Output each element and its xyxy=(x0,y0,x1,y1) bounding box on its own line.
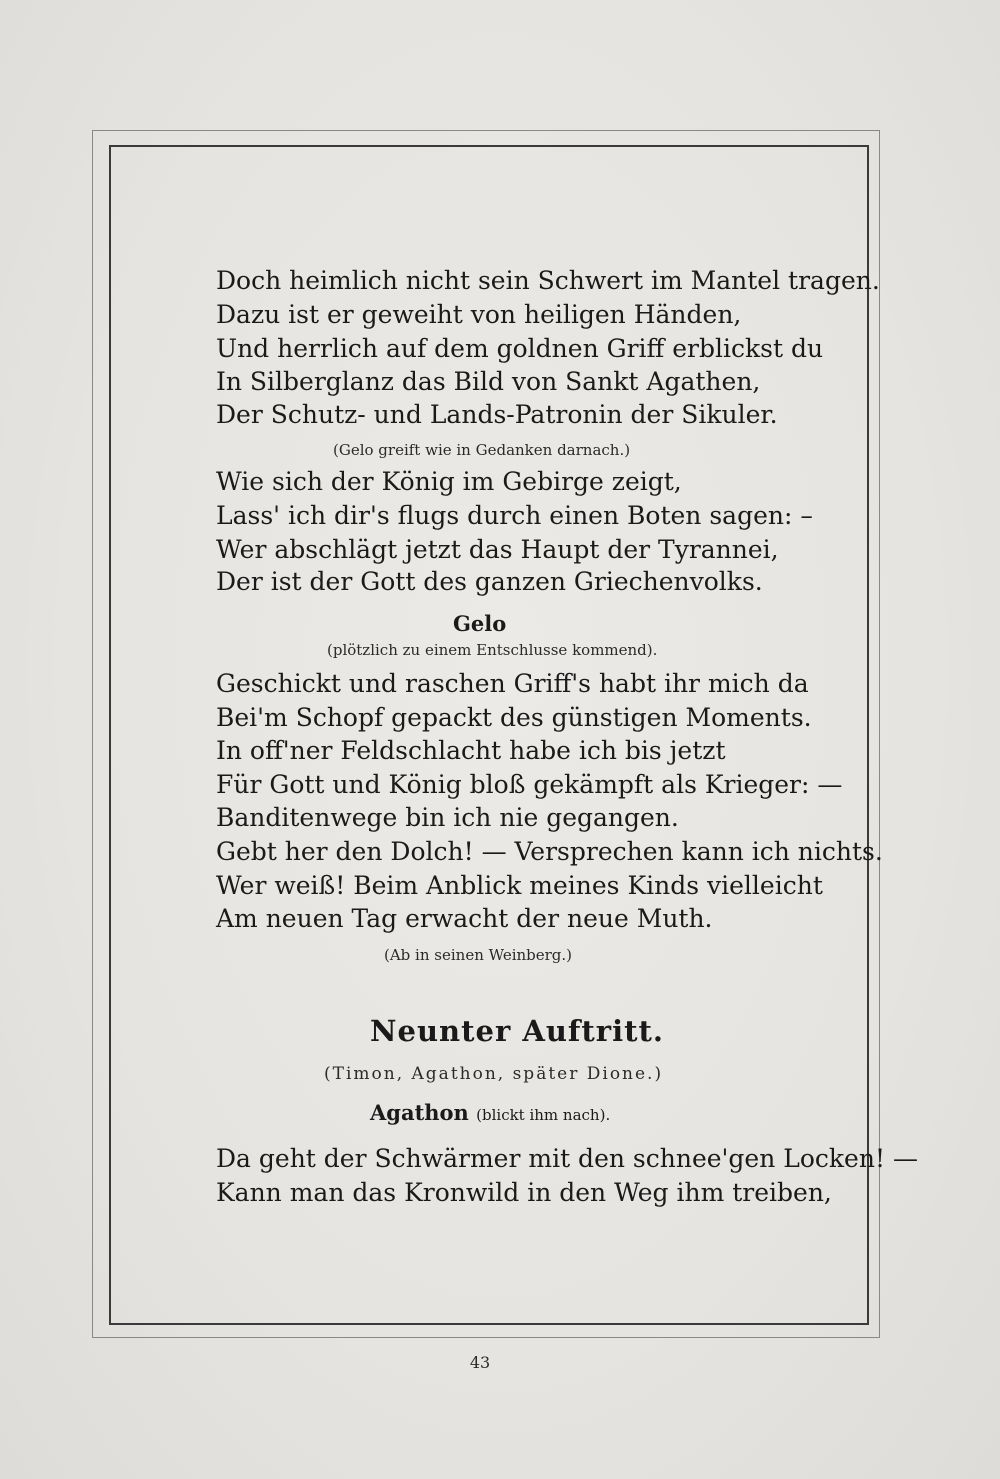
verse-line: Wie sich der König im Gebirge zeigt, xyxy=(216,467,682,496)
verse-line: Wer abschlägt jetzt das Haupt der Tyrannei, xyxy=(216,535,779,564)
verse-line: Der Schutz- und Lands-Patronin der Sikuler. xyxy=(216,400,778,429)
verse-line: Kann man das Kronwild in den Weg ihm treiben, xyxy=(216,1178,832,1207)
verse-line: Bei'm Schopf gepackt des günstigen Moments. xyxy=(216,703,812,732)
verse-line: In off'ner Feldschlacht habe ich bis jetzt xyxy=(216,736,726,765)
stage-direction: (plötzlich zu einem Entschlusse kommend). xyxy=(327,641,658,659)
speaker-name: Agathon xyxy=(370,1100,469,1125)
verse-line: Für Gott und König bloß gekämpft als Krieger: — xyxy=(216,770,843,799)
verse-line: Dazu ist er geweiht von heiligen Händen, xyxy=(216,300,742,329)
verse-line: Doch heimlich nicht sein Schwert im Mantel tragen. xyxy=(216,266,880,295)
verse-line: Lass' ich dir's flugs durch einen Boten sagen: – xyxy=(216,501,813,530)
verse-line: Und herrlich auf dem goldnen Griff erblickst du xyxy=(216,334,824,363)
stage-direction: (Ab in seinen Weinberg.) xyxy=(384,946,573,964)
speaker-line xyxy=(370,1100,610,1128)
stage-direction: (Gelo greift wie in Gedanken darnach.) xyxy=(333,441,631,459)
verse-line: Geschickt und raschen Griff's habt ihr mich da xyxy=(216,669,809,698)
verse-line: Wer weiß! Beim Anblick meines Kinds vielleicht xyxy=(216,871,823,900)
verse-line: Der ist der Gott des ganzen Griechenvolks. xyxy=(216,567,763,596)
page-number: 43 xyxy=(469,1353,491,1372)
verse-line: Banditenwege bin ich nie gegangen. xyxy=(216,803,679,832)
verse-line: Gebt her den Dolch! — Versprechen kann ich nichts. xyxy=(216,837,883,866)
verse-line: Am neuen Tag erwacht der neue Muth. xyxy=(216,904,713,933)
verse-line: In Silberglanz das Bild von Sankt Agathen, xyxy=(216,367,761,396)
scene-heading: Neunter Auftritt. xyxy=(370,1014,664,1048)
stage-direction: (blickt ihm nach). xyxy=(476,1106,611,1124)
scene-characters: (Timon, Agathon, später Dione.) xyxy=(324,1064,664,1084)
verse-line: Da geht der Schwärmer mit den schnee'gen Locken! — xyxy=(216,1144,918,1173)
speaker-name: Gelo xyxy=(453,611,507,636)
